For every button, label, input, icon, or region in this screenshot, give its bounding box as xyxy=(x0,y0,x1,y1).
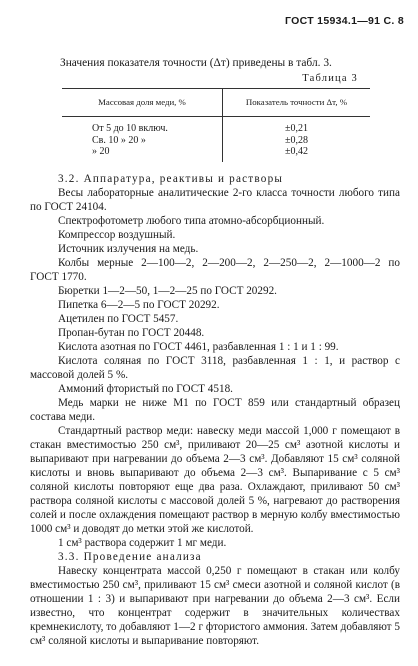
section-heading-equipment: 3.2. Аппаратура, реактивы и растворы xyxy=(58,173,284,185)
page-header: ГОСТ 15934.1—91 С. 8 xyxy=(285,15,404,27)
paragraph: Навеску концентрата массой 0,250 г помещают в стакан или колбу вместимостью 250 см³, приливают 15 см³ смеси азотной и соляной кислот (в отношении 1 : 3) и выпаривают при нагревании до объема 2—3 см³. Если известно, что концентрат содержит в значительных количествах кремнекислоту, то добавляют 1—2 г фтористого аммония. Затем добавляют 5 см³ соляной кислоты и выпаривание повторяют. xyxy=(30,565,400,647)
paragraph: Компрессор воздушный. xyxy=(58,229,176,241)
table-cell: ±0,28 xyxy=(285,134,308,146)
table-cell: От 5 до 10 включ. xyxy=(62,117,223,135)
paragraph: Кислота соляная по ГОСТ 3118, разбавленная 1 : 1, и раствор с массовой долей 5 %. xyxy=(30,355,400,381)
table-cell: » 20 xyxy=(62,146,223,162)
table-row xyxy=(62,146,370,162)
table-caption: Таблица 3 xyxy=(302,73,358,84)
paragraph: Медь марки не ниже М1 по ГОСТ 859 или стандартный образец состава меди. xyxy=(30,397,400,423)
paragraph: Источник излучения на медь. xyxy=(58,243,199,255)
paragraph: Аммоний фтористый по ГОСТ 4518. xyxy=(58,383,233,395)
paragraph: Весы лабораторные аналитические 2-го класса точности любого типа по ГОСТ 24104. xyxy=(30,187,400,213)
paragraph: Кислота азотная по ГОСТ 4461, разбавленная 1 : 1 и 1 : 99. xyxy=(58,341,339,353)
section-heading-analysis: 3.3. Проведение анализа xyxy=(58,551,202,563)
intro-line: Значения показателя точности (Δт) приведены в табл. 3. xyxy=(60,57,332,69)
paragraph: Пропан-бутан по ГОСТ 20448. xyxy=(58,327,205,339)
table-header-copper-fraction: Массовая доля меди, % xyxy=(62,89,223,117)
paragraph: Ацетилен по ГОСТ 5457. xyxy=(58,313,179,325)
paragraph: Колбы мерные 2—100—2, 2—200—2, 2—250—2, 2—1000—2 по ГОСТ 1770. xyxy=(30,257,400,283)
table-cell: ±0,21 xyxy=(285,123,308,134)
body-text xyxy=(30,172,400,648)
table-header-accuracy: Показатель точности Δт, % xyxy=(223,89,371,117)
paragraph: Пипетка 6—2—5 по ГОСТ 20292. xyxy=(58,299,220,311)
paragraph: Бюретки 1—2—50, 1—2—25 по ГОСТ 20292. xyxy=(58,285,277,297)
paragraph: Спектрофотометр любого типа атомно-абсорбционный. xyxy=(58,215,325,227)
paragraph: 1 см³ раствора содержит 1 мг меди. xyxy=(58,537,227,549)
table-row xyxy=(62,135,370,147)
table-cell: Св. 10 » 20 » xyxy=(62,135,223,147)
paragraph: Стандартный раствор меди: навеску меди массой 1,000 г помещают в стакан вместимостью 250 см³, приливают 20—25 см³ азотной кислоты и выпаривают при нагревании до объема 2—3 см³. Добавляют 15 см³ соляной кислоты и вновь выпаривают до объема 2—3 см³. Выпаривание с 5 см³ соляной кислоты повторяют еще два раза. Охлаждают, приливают 50 см³ раствора соляной кислоты с массовой долей 5 %, нагревают до растворения солей и после охлаждения помещают раствор в мерную колбу вместимостью 1000 см³ и доводят до метки этой же кислотой. xyxy=(30,425,400,535)
table-cell: ±0,42 xyxy=(285,146,308,157)
accuracy-table xyxy=(62,88,370,162)
table-row xyxy=(62,117,370,135)
